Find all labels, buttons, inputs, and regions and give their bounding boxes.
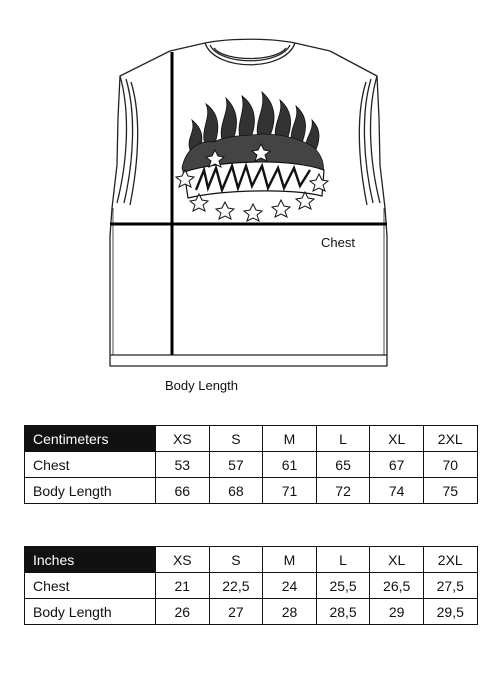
chest-label: Chest (321, 235, 355, 250)
unit-header: Inches (25, 547, 156, 573)
table-cell: 72 (316, 478, 370, 504)
size-table-inches (24, 546, 478, 625)
row-label: Chest (25, 573, 156, 599)
size-header: 2XL (423, 547, 477, 573)
size-header: XS (156, 426, 210, 452)
size-header: XL (370, 547, 424, 573)
table-cell: 25,5 (316, 573, 370, 599)
table-cell: 21 (156, 573, 210, 599)
table-cell: 53 (156, 452, 210, 478)
table-cell: 27,5 (423, 573, 477, 599)
size-header: S (209, 426, 263, 452)
size-header: L (316, 426, 370, 452)
size-header: L (316, 547, 370, 573)
row-label: Chest (25, 452, 156, 478)
table-cell: 29 (370, 599, 424, 625)
table-cell: 65 (316, 452, 370, 478)
size-table-centimeters (24, 425, 478, 504)
row-label: Body Length (25, 599, 156, 625)
vest-outline (110, 39, 387, 366)
body-length-label: Body Length (165, 378, 239, 393)
table-row (25, 452, 478, 478)
table-cell: 22,5 (209, 573, 263, 599)
table-row (25, 599, 478, 625)
table-cell: 75 (423, 478, 477, 504)
table-cell: 27 (209, 599, 263, 625)
table-cell: 71 (263, 478, 317, 504)
flame-stars-logo-graphic (176, 92, 328, 221)
table-cell: 29,5 (423, 599, 477, 625)
table-cell: 28,5 (316, 599, 370, 625)
table-cell: 67 (370, 452, 424, 478)
size-header: M (263, 426, 317, 452)
table-cell: 57 (209, 452, 263, 478)
table-cell: 68 (209, 478, 263, 504)
size-header: XS (156, 547, 210, 573)
table-cell: 28 (263, 599, 317, 625)
unit-header: Centimeters (25, 426, 156, 452)
table-cell: 61 (263, 452, 317, 478)
size-header: 2XL (423, 426, 477, 452)
table-cell: 74 (370, 478, 424, 504)
table-header-row (25, 426, 478, 452)
table-row (25, 573, 478, 599)
table-cell: 26 (156, 599, 210, 625)
table-cell: 24 (263, 573, 317, 599)
table-row (25, 478, 478, 504)
size-header: M (263, 547, 317, 573)
row-label: Body Length (25, 478, 156, 504)
size-header: XL (370, 426, 424, 452)
size-header: S (209, 547, 263, 573)
table-cell: 66 (156, 478, 210, 504)
table-cell: 70 (423, 452, 477, 478)
table-cell: 26,5 (370, 573, 424, 599)
table-header-row (25, 547, 478, 573)
